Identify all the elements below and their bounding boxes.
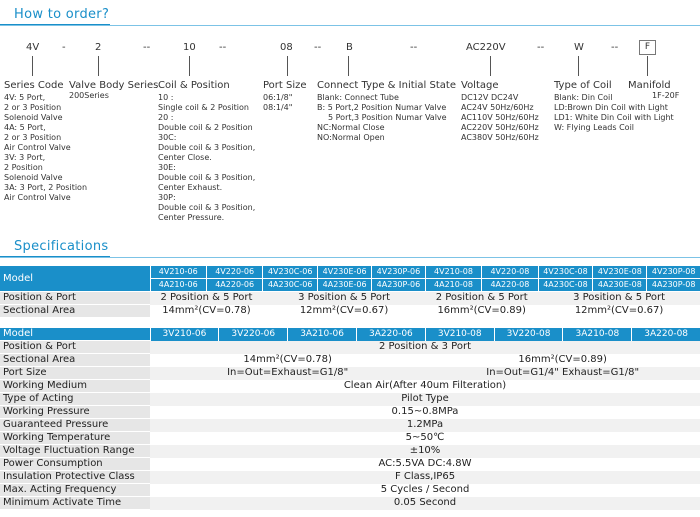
row-value: Clean Air(After 40um Filteration) (150, 380, 700, 393)
row-value: 14mm²(CV=0.78) (150, 305, 263, 318)
pointer-line (348, 56, 349, 76)
code-body: 2 (95, 42, 102, 53)
coil-line: Center Exhaust. (158, 183, 223, 192)
model-cell: 4A230P-06 (372, 279, 426, 292)
model-cell: 4A220-06 (206, 279, 262, 292)
model-cell: 3V210-06 (150, 328, 219, 341)
row-label: Minimum Activate Time (0, 497, 150, 510)
pointer-line (578, 56, 579, 76)
table-row (0, 406, 700, 419)
row-label: Working Pressure (0, 406, 150, 419)
table-row (0, 497, 700, 510)
model-cell: 4A220-08 (482, 279, 538, 292)
table-row (0, 367, 700, 380)
voltage-line: AC380V 50Hz/60Hz (461, 133, 539, 142)
body-series-line: 200Series (69, 91, 109, 100)
row-label: Port Size (0, 367, 150, 380)
voltage-heading: Voltage (461, 80, 499, 91)
model-cell: 4V230P-06 (372, 266, 426, 279)
table-row (0, 393, 700, 406)
model-cell: 4V230E-06 (318, 266, 372, 279)
connect-line: 5 Port,3 Position Numar Valve (328, 113, 447, 122)
order-section-title (0, 4, 700, 26)
row-value: 2 Position & 3 Port (150, 341, 700, 354)
series-line: Solenoid Valve (4, 113, 63, 122)
port-line: 06:1/8" (263, 93, 293, 102)
pointer-line (647, 56, 648, 76)
row-label: Position & Port (0, 292, 150, 305)
series-line: 4A: 5 Port, (4, 123, 46, 132)
row-value: 5~50℃ (150, 432, 700, 445)
table-row (0, 471, 700, 484)
coil-line: 20 : (158, 113, 174, 122)
coil-line: Double coil & 3 Position, (158, 143, 256, 152)
row-label: Type of Acting (0, 393, 150, 406)
coil-line: Single coil & 2 Position (158, 103, 249, 112)
title-divider (0, 25, 700, 26)
spec-table-3v (0, 328, 700, 510)
code-dash: -- (314, 42, 322, 53)
series-line: 2 or 3 Position (4, 103, 62, 112)
row-value: 16mm²(CV=0.89) (425, 305, 538, 318)
row-value: 16mm²(CV=0.89) (425, 354, 700, 367)
code-manifold-box: F (639, 40, 656, 55)
row-value: 12mm²(CV=0.67) (263, 305, 425, 318)
connect-line: NC:Normal Close (317, 123, 385, 132)
row-value: F Class,IP65 (150, 471, 700, 484)
table-row (0, 432, 700, 445)
coil-line: Center Close. (158, 153, 212, 162)
model-cell: 3A210-08 (563, 328, 632, 341)
pointer-line (98, 56, 99, 76)
row-value: 1.2MPa (150, 419, 700, 432)
model-cell: 4V210-06 (150, 266, 206, 279)
spec-section-title (0, 236, 700, 258)
model-label: Model (0, 328, 150, 341)
row-value: 2 Position & 5 Port (425, 292, 538, 305)
model-cell: 4A230P-08 (647, 279, 700, 292)
code-dash: -- (410, 42, 418, 53)
model-cell: 4A210-06 (150, 279, 206, 292)
coil-type-line: Blank: Din Coil (554, 93, 613, 102)
series-line: 4V: 5 Port, (4, 93, 46, 102)
voltage-line: AC220V 50Hz/60Hz (461, 123, 539, 132)
row-value: In=Out=G1/4" Exhaust=G1/8" (425, 367, 700, 380)
coil-type-heading: Type of Coil (554, 80, 612, 91)
model-cell: 3V220-08 (494, 328, 563, 341)
row-value: AC:5.5VA DC:4.8W (150, 458, 700, 471)
row-value: 14mm²(CV=0.78) (150, 354, 425, 367)
row-label: Working Medium (0, 380, 150, 393)
code-dash: -- (537, 42, 545, 53)
model-cell: 4V210-08 (425, 266, 481, 279)
series-line: Solenoid Valve (4, 173, 63, 182)
model-cell: 4V230P-08 (647, 266, 700, 279)
manifold-line: 1F-20F (652, 91, 680, 100)
voltage-line: AC110V 50Hz/60Hz (461, 113, 539, 122)
row-label: Max. Acting Frequency (0, 484, 150, 497)
code-dash: - (62, 42, 66, 53)
series-line: 2 or 3 Position (4, 133, 62, 142)
series-line: 2 Position (4, 163, 43, 172)
spec-table-4v (0, 266, 700, 318)
row-label: Position & Port (0, 341, 150, 354)
body-series-values (69, 91, 109, 101)
row-value: 3 Position & 5 Port (538, 292, 700, 305)
coil-type-line: W: Flying Leads Coil (554, 123, 635, 132)
table-row (0, 484, 700, 497)
row-value: In=Out=Exhaust=G1/8" (150, 367, 425, 380)
model-cell: 4V230E-08 (593, 266, 647, 279)
table-row (0, 305, 700, 318)
pointer-line (189, 56, 190, 76)
row-label: Power Consumption (0, 458, 150, 471)
port-size-heading: Port Size (263, 80, 307, 91)
port-size-col (263, 80, 307, 113)
coil-line: Double coil & 2 Position (158, 123, 253, 132)
table-row (0, 341, 700, 354)
pointer-line (490, 56, 491, 76)
table-row (0, 458, 700, 471)
coil-position-heading: Coil & Position (158, 80, 230, 91)
voltage-line: DC12V DC24V (461, 93, 519, 102)
row-value: 0.15~0.8MPa (150, 406, 700, 419)
code-connect: B (346, 42, 353, 53)
code-port: 08 (280, 42, 293, 53)
model-cell: 4A230C-08 (538, 279, 593, 292)
voltage-line: AC24V 50Hz/60Hz (461, 103, 534, 112)
code-coil-type: W (574, 42, 584, 53)
coil-line: 30C: (158, 133, 177, 142)
connect-type-heading: Connect Type & Initial State (317, 80, 456, 91)
row-value: 2 Position & 5 Port (150, 292, 263, 305)
table-row (0, 419, 700, 432)
code-series: 4V (26, 42, 40, 53)
connect-line: Blank: Connect Tube (317, 93, 399, 102)
row-label: Working Temperature (0, 432, 150, 445)
coil-line: Double coil & 3 Position, (158, 203, 256, 212)
series-line: Air Control Valve (4, 143, 71, 152)
row-label: Insulation Protective Class (0, 471, 150, 484)
table-row (0, 445, 700, 458)
code-dash: -- (143, 42, 151, 53)
row-value: 3 Position & 5 Port (263, 292, 425, 305)
table-row (0, 328, 700, 341)
coil-line: Double coil & 3 Position, (158, 173, 256, 182)
pointer-line (32, 56, 33, 76)
model-cell: 4A230C-06 (263, 279, 318, 292)
spec-title: Specifications (14, 239, 109, 254)
coil-type-line: LD:Brown Din Coil with Light (554, 103, 668, 112)
table-row (0, 354, 700, 367)
coil-line: Center Pressure. (158, 213, 225, 222)
series-code-heading: Series Code (4, 80, 64, 91)
code-dash: -- (219, 42, 227, 53)
series-line: 3A: 3 Port, 2 Position (4, 183, 88, 192)
coil-position-col (158, 80, 255, 223)
manifold-heading: Manifold (628, 80, 671, 91)
voltage-col (461, 80, 539, 143)
model-label: Model (0, 266, 150, 292)
model-cell: 3V220-06 (219, 328, 288, 341)
title-divider (0, 257, 700, 258)
coil-line: 30E: (158, 163, 176, 172)
row-value: Pilot Type (150, 393, 700, 406)
coil-line: 10 : (158, 93, 174, 102)
coil-line: 30P: (158, 193, 176, 202)
body-series-heading: Valve Body Series (69, 80, 159, 91)
model-cell: 4V230C-06 (263, 266, 318, 279)
model-cell: 3V210-08 (425, 328, 494, 341)
row-value: 0.05 Second (150, 497, 700, 510)
order-title: How to order? (14, 7, 110, 22)
row-value: 12mm²(CV=0.67) (538, 305, 700, 318)
model-cell: 3A220-08 (632, 328, 700, 341)
row-value: 5 Cycles / Second (150, 484, 700, 497)
model-cell: 4V220-08 (482, 266, 538, 279)
model-cell: 4A230E-08 (593, 279, 647, 292)
row-label: Sectional Area (0, 354, 150, 367)
connect-line: NO:Normal Open (317, 133, 385, 142)
code-voltage: AC220V (466, 42, 506, 53)
connect-type-col (317, 80, 456, 143)
model-cell: 4V220-06 (206, 266, 262, 279)
model-cell: 4V230C-08 (538, 266, 593, 279)
series-line: 3V: 3 Port, (4, 153, 46, 162)
model-cell: 4A230E-06 (318, 279, 372, 292)
pointer-line (287, 56, 288, 76)
connect-line: B: 5 Port,2 Position Numar Valve (317, 103, 447, 112)
coil-type-line: LD1: White Din Coil with Light (554, 113, 674, 122)
table-row (0, 292, 700, 305)
row-label: Voltage Fluctuation Range (0, 445, 150, 458)
series-line: Air Control Valve (4, 193, 71, 202)
row-value: ±10% (150, 445, 700, 458)
table-row (0, 380, 700, 393)
model-cell: 4A210-08 (425, 279, 481, 292)
table-row (0, 266, 700, 279)
manifold-values (652, 91, 679, 101)
model-cell: 3A210-06 (288, 328, 357, 341)
code-dash: -- (611, 42, 619, 53)
row-label: Guaranteed Pressure (0, 419, 150, 432)
port-line: 08:1/4" (263, 103, 293, 112)
code-coil: 10 (183, 42, 196, 53)
model-cell: 3A220-06 (356, 328, 425, 341)
row-label: Sectional Area (0, 305, 150, 318)
